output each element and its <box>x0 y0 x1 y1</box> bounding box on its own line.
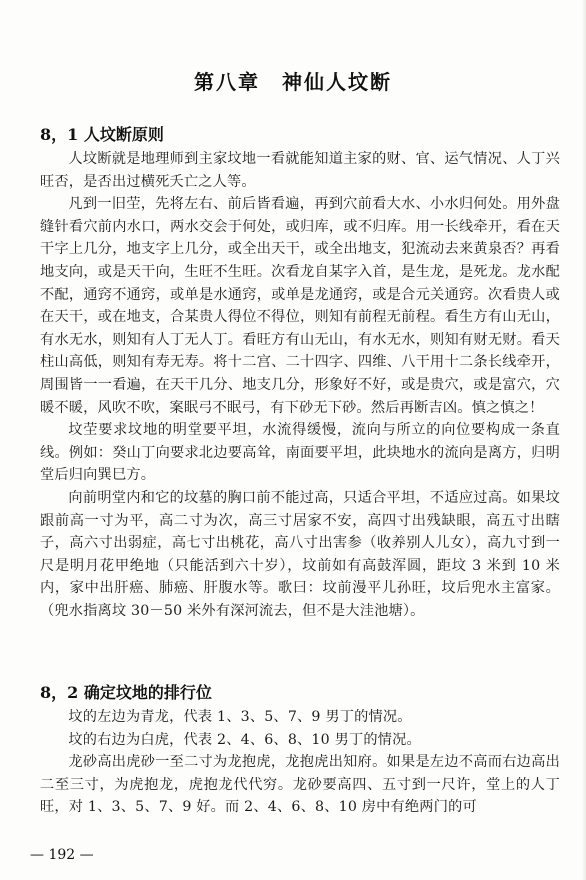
section-heading-1: 8，1 人坟断原则 <box>40 125 164 144</box>
scan-edge-shadow <box>582 0 586 880</box>
paragraph: 龙砂高出虎砂一至二寸为龙抱虎，龙抱虎出知府。如果是左边不高而右边高出二至三寸，为虎抱龙，虎抱龙代代穷。龙砂要高四、五寸到一尺许，堂上的人丁旺，对 1、3、5、7、9 好。而 2、4、6、8、10 房中有绝两门的可 <box>40 754 560 816</box>
paragraph: 坟茔要求坟地的明堂要平坦，水流得缓慢，流向与所立的向位要构成一条直线。例如：癸山丁向要求北边要高耸，南面要平坦，此块地水的流向是离方，归明堂后归向巽巳方。 <box>40 422 560 484</box>
section-2-body <box>40 706 560 819</box>
paragraph: 坟的右边为白虎，代表 2、4、6、8、10 男丁的情况。 <box>68 731 421 748</box>
page-number: — 192 — <box>30 847 94 863</box>
paragraph: 凡到一旧茔，先将左右、前后皆看遍，再到穴前看大水、小水归何处。用外盘缝针看穴前内水口，两水交会于何处，或归库，或不归库。用一长线牵开，看在天干字上几分，地支字上几分，或全出天干，或全出地支，犯流动去来黄泉否？再看地支向，或是天干向，生旺不生旺。次看龙自某字入首，是生龙，是死龙。龙水配不配，通窍不通窍，或单是水通窍，或单是龙通窍，或是合元关通窍。次看贵人或在天干，或在地支，合某贵人得位不得位，则知有前程无前程。看生方有山无山，有水无水，则知有人丁无人丁。看旺方有山无山，有水无水，则知有财无财。看天柱山高低，则知有寿无寿。将十二宫、二十四字、四维、八干用十二条长线牵开，周围皆一一看遍，在天干几分、地支几分，形象好不好，或是贵穴，或是富穴，穴暖不暖，风吹不吹，案眠弓不眠弓，有下砂无下砂。然后再断吉凶。慎之慎之！ <box>40 196 560 416</box>
section-heading-2: 8，2 确定坟地的排行位 <box>40 683 212 702</box>
paragraph: 向前明堂内和它的坟墓的胸口前不能过高，只适合平坦，不适应过高。如果坟跟前高一寸为平，高二寸为次，高三寸居家不安，高四寸出残缺眼，高五寸出瞎子，高六寸出弱症，高七寸出桃花，高八寸出害参（收养别人儿女），高九寸到一尺是明月花甲绝地（只能活到六十岁），坟前如有高鼓浑圆，距坟 3 米到 10 米内，家中出肝癌、肺癌、肝腹水等。歌曰：坟前漫平儿孙旺，坟后兜水主富家。（兜水指离坟 30－50 米外有深河流去，但不是大洼池塘）。 <box>40 489 560 619</box>
paragraph: 坟的左边为青龙，代表 1、3、5、7、9 男丁的情况。 <box>68 709 412 725</box>
chapter-title: 第八章 神仙人坟断 <box>194 70 392 94</box>
paragraph: 人坟断就是地理师到主家坟地一看就能知道主家的财、官、运气情况、人丁兴旺否，是否出过横死夭亡之人等。 <box>40 151 560 190</box>
section-1-body <box>40 148 560 622</box>
